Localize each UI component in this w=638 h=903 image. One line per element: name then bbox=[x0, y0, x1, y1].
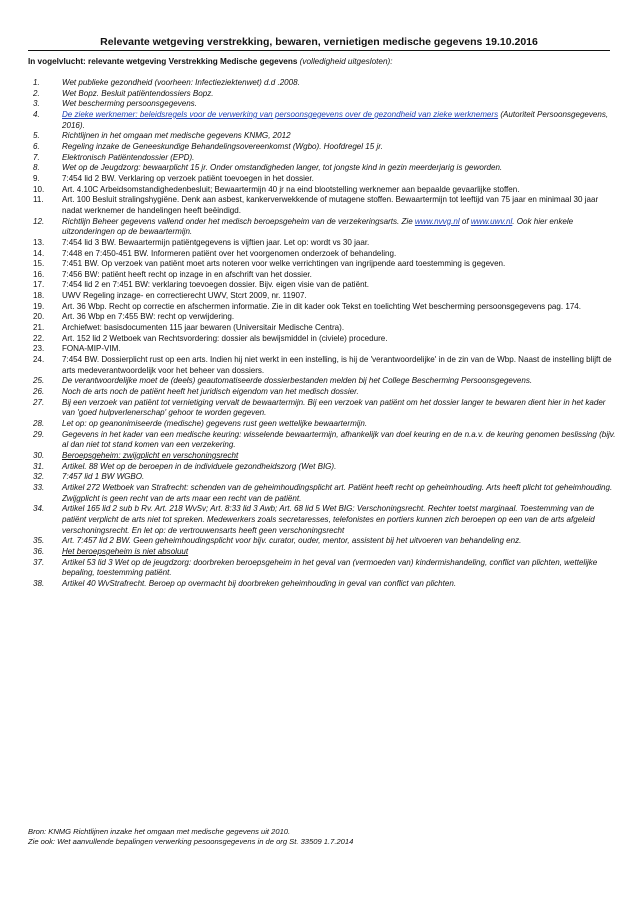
list-item-number: 4. bbox=[33, 109, 40, 119]
list-item bbox=[0, 249, 638, 260]
underlined-heading: Beroepsgeheim: zwijgplicht en verschoningsrecht bbox=[62, 450, 239, 460]
list-item-number: 26. bbox=[33, 387, 45, 397]
list-item bbox=[0, 451, 638, 462]
list-item bbox=[0, 376, 638, 387]
text-segment: Art. 100 Besluit stralingshygiëne. Denk aan asbest, kankerverwekkende of mutagene stoffen. Bewaartermijn tot leeftijd van 75 jaar en minimaal 30 jaar nadat werknemer de handelingen heeft beëindigd. bbox=[62, 195, 599, 215]
list-item bbox=[0, 536, 638, 547]
list-item-number: 38. bbox=[33, 578, 45, 588]
list-item-number: 21. bbox=[33, 323, 45, 333]
list-item-text bbox=[62, 238, 620, 249]
list-item bbox=[0, 78, 638, 89]
list-item-text bbox=[62, 344, 620, 355]
list-item-number: 20. bbox=[33, 312, 45, 322]
intro-bold-text: In vogelvlucht: relevante wetgeving Verstrekking Medische gegevens bbox=[28, 57, 298, 66]
list-item bbox=[0, 302, 638, 313]
list-item bbox=[0, 259, 638, 270]
list-item-text bbox=[62, 387, 620, 398]
list-item-text bbox=[62, 110, 620, 131]
list-item-text bbox=[62, 355, 620, 376]
list-item bbox=[0, 89, 638, 100]
list-item-number: 22. bbox=[33, 333, 45, 343]
list-item-text bbox=[62, 376, 620, 387]
list-item-number: 29. bbox=[33, 429, 45, 439]
list-item bbox=[0, 344, 638, 355]
hyperlink[interactable]: www.nvvg.nl bbox=[414, 216, 460, 226]
list-item bbox=[0, 483, 638, 504]
list-item-text bbox=[62, 291, 620, 302]
footer-sources bbox=[28, 827, 618, 847]
text-segment: Richtlijnen in het omgaan met medische gegevens KNMG, 2012 bbox=[62, 131, 291, 141]
text-segment: Let op: op geanonimiseerde (medische) gegevens rust geen wettelijke bewaartermijn. bbox=[62, 419, 368, 428]
list-item-number: 18. bbox=[33, 291, 45, 301]
text-segment: De verantwoordelijke moet de (deels) geautomatiseerde dossierbestanden melden bij het College Bescherming Persoonsgegevens. bbox=[62, 376, 533, 386]
list-item bbox=[0, 419, 638, 430]
list-item-text bbox=[62, 547, 620, 558]
list-item bbox=[0, 323, 638, 334]
list-item-text bbox=[62, 174, 620, 185]
list-item-text bbox=[62, 270, 620, 281]
text-segment: Wet Bopz. Besluit patiëntendossiers Bopz. bbox=[62, 88, 214, 98]
text-segment: Artikel 165 lid 2 sub b Rv. Art. 218 WvSv; Art. 8:33 lid 3 Awb; Art. 68 lid 5 Wet BIG: Verschoningsrecht. Rechter toetst marginaal. Toestemming van de patiënt verplicht de arts niet tot spreken. Medewerkers zoals secretaresses, telefonistes en portiers kunnen zich beroepen op een van de arts afgeleid verschoningsrecht. En let op: de vertrouwensarts heeft geen verschoningsrecht bbox=[62, 504, 595, 535]
text-segment: Noch de arts noch de patiënt heeft het juridisch eigendom van het medisch dossier. bbox=[62, 387, 359, 397]
text-segment: 7:454 lid 3 BW. Bewaartermijn patiëntgegevens is vijftien jaar. Let op: wordt vs 30 jaar. bbox=[62, 237, 370, 247]
hyperlink[interactable]: www.uwv.nl bbox=[470, 216, 513, 226]
list-item bbox=[0, 355, 638, 376]
text-segment: Richtlijn Beheer gegevens vallend onder het medisch beroepsgeheim van de verzekeringsarts. Zie bbox=[62, 216, 415, 226]
list-item-text bbox=[62, 579, 620, 590]
list-item-number: 5. bbox=[33, 131, 40, 141]
list-item-number: 17. bbox=[33, 280, 45, 290]
list-item bbox=[0, 280, 638, 291]
list-item-number: 3. bbox=[33, 99, 40, 109]
text-segment: 7:454 lid 2 en 7:451 BW: verklaring toevoegen dossier. Bijv. eigen visie van de patiënt. bbox=[62, 280, 370, 290]
list-item bbox=[0, 430, 638, 451]
list-item-text bbox=[62, 451, 620, 462]
list-item-number: 31. bbox=[33, 461, 45, 471]
list-item-number: 25. bbox=[33, 376, 45, 386]
list-item-text bbox=[62, 280, 620, 291]
text-segment: 7:456 BW: patiënt heeft recht op inzage in en afschrift van het dossier. bbox=[62, 269, 312, 279]
list-item-text bbox=[62, 142, 620, 153]
list-item-number: 10. bbox=[33, 184, 45, 194]
list-item-text bbox=[62, 153, 620, 164]
text-segment: Art. 4.10C Arbeidsomstandighedenbesluit; Bewaartermijn 40 jr na eind blootstelling werknemer aan bepaalde gevaarlijke stoffen. bbox=[62, 184, 520, 194]
list-item-text bbox=[62, 249, 620, 260]
text-segment: Art. 36 Wbp en 7:455 BW: recht op verwijdering. bbox=[62, 312, 235, 322]
list-item bbox=[0, 174, 638, 185]
list-item bbox=[0, 142, 638, 153]
list-item-number: 12. bbox=[33, 216, 45, 226]
text-segment: FONA-MIP-VIM. bbox=[62, 344, 121, 354]
text-segment: 7:454 lid 2 BW. Verklaring op verzoek patiënt toevoegen in het dossier. bbox=[62, 173, 314, 183]
text-segment: Wet op de Jeugdzorg: bewaarplicht 15 jr. Onder omstandigheden langer, tot jongste kind in gezin meerderjarig is geworden. bbox=[62, 163, 503, 173]
list-item-number: 24. bbox=[33, 355, 45, 365]
list-item-number: 15. bbox=[33, 259, 45, 269]
text-segment: Wet bescherming persoonsgegevens. bbox=[62, 99, 197, 109]
list-item-text bbox=[62, 217, 620, 238]
list-item-text bbox=[62, 323, 620, 334]
list-item bbox=[0, 217, 638, 238]
list-item-number: 27. bbox=[33, 397, 45, 407]
text-segment: Elektronisch Patiëntendossier (EPD). bbox=[62, 152, 195, 162]
list-item bbox=[0, 291, 638, 302]
list-item-text bbox=[62, 302, 620, 313]
text-segment: Wet publieke gezondheid (voorheen: Infectieziektenwet) d.d .2008. bbox=[62, 78, 300, 87]
list-item-number: 34. bbox=[33, 504, 45, 514]
text-segment: 7:448 en 7:450-451 BW. Informeren patiënt over het voorgenomen onderzoek of behandeling. bbox=[62, 248, 397, 258]
list-item bbox=[0, 195, 638, 216]
list-item-number: 28. bbox=[33, 419, 45, 428]
list-item-number: 19. bbox=[33, 301, 45, 311]
list-item-number: 9. bbox=[33, 173, 40, 183]
text-segment: 7:451 BW. Op verzoek van patiënt moet arts noteren voor welke verrichtingen van ingrijpende aard toestemming is gegeven. bbox=[62, 259, 506, 269]
list-item bbox=[0, 472, 638, 483]
list-item-text bbox=[62, 398, 620, 419]
list-item-number: 37. bbox=[33, 557, 45, 567]
list-item-text bbox=[62, 462, 620, 473]
list-item-number: 6. bbox=[33, 141, 40, 151]
list-item-text bbox=[62, 504, 620, 536]
list-item bbox=[0, 163, 638, 174]
list-item-number: 30. bbox=[33, 450, 45, 460]
intro-line bbox=[28, 56, 618, 67]
list-item-number: 35. bbox=[33, 536, 45, 546]
list-item-number: 16. bbox=[33, 269, 45, 279]
list-item bbox=[0, 334, 638, 345]
text-segment: 7:454 BW. Dossierplicht rust op een arts. Indien hij niet werkt in een instelling, is hij de 'verantwoordelijke' in de zin van de Wbp. Naast de instelling blijft de arts medeverantwoordelijk voor het beheer van dossiers. bbox=[62, 355, 612, 375]
text-segment: Art. 152 lid 2 Wetboek van Rechtsvordering: dossier als bewijsmiddel in (civiele) procedure. bbox=[62, 333, 388, 343]
list-item-number: 36. bbox=[33, 546, 45, 556]
text-segment: Regeling inzake de Geneeskundige Behandelingsovereenkomst (Wgbo). Hoofdregel 15 jr. bbox=[62, 141, 383, 151]
list-item bbox=[0, 462, 638, 473]
list-item-number: 8. bbox=[33, 163, 40, 173]
list-item-number: 13. bbox=[33, 237, 45, 247]
text-segment: Artikel 272 Wetboek van Strafrecht: schenden van de geheimhoudingsplicht art. Patiënt heeft recht op geheimhouding. Arts heeft plicht tot geheimhouding. Zwijgplicht is geen recht van de arts maar een recht van de patiënt. bbox=[62, 482, 613, 503]
text-segment: (Autoriteit Persoonsgegevens, 2016). bbox=[62, 109, 609, 130]
list-item bbox=[0, 579, 638, 590]
text-segment: 7:457 lid 1 BW WGBO. bbox=[62, 472, 145, 482]
title-divider bbox=[28, 50, 610, 51]
list-item-number: 23. bbox=[33, 344, 45, 354]
list-item-text bbox=[62, 78, 620, 89]
text-segment: Bij een verzoek van patiënt tot vernietiging vervalt de bewaartermijn. Bij een verzoek van patiënt om het dossier langer te bewaren dient hier in het kader van 'goed hulpverlenerschap' gehoor te worden gegeven. bbox=[62, 397, 606, 418]
footer-source-line: Bron: KNMG Richtlijnen inzake het omgaan met medische gegevens uit 2010. bbox=[28, 827, 291, 836]
list-item bbox=[0, 238, 638, 249]
list-item-number: 33. bbox=[33, 482, 45, 492]
list-item bbox=[0, 153, 638, 164]
list-item-text bbox=[62, 195, 620, 216]
list-item-text bbox=[62, 536, 620, 547]
list-item-text bbox=[62, 558, 620, 579]
list-item bbox=[0, 312, 638, 323]
list-item-text bbox=[62, 334, 620, 345]
text-segment: . Ook hier enkele uitzonderingen op de bewaartermijn. bbox=[62, 216, 574, 237]
list-item bbox=[0, 185, 638, 196]
list-item bbox=[0, 504, 638, 536]
list-item-text bbox=[62, 163, 620, 174]
list-item-number: 1. bbox=[33, 78, 40, 87]
hyperlink[interactable]: De zieke werknemer: beleidsregels voor de verwerking van persoonsgegevens over de gezondheid van zieke werknemers bbox=[62, 109, 499, 119]
document-title: Relevante wetgeving verstrekking, bewaren, vernietigen medische gegevens 19.10.2016 bbox=[100, 36, 538, 48]
text-segment: Art. 7:457 lid 2 BW. Geen geheimhoudingsplicht voor bijv. curator, ouder, mentor, assistent bij het uitvoeren van behandeling enz. bbox=[62, 536, 522, 546]
list-item-text bbox=[62, 259, 620, 270]
list-item-number: 7. bbox=[33, 152, 40, 162]
list-item-text bbox=[62, 419, 620, 430]
list-item-number: 11. bbox=[33, 195, 44, 205]
footer-see-also-line: Zie ook: Wet aanvullende bepalingen verwerking pesoonsgegevens in de org St. 33509 1.7.2014 bbox=[28, 837, 354, 846]
list-item-number: 2. bbox=[33, 88, 40, 98]
list-item-text bbox=[62, 99, 620, 110]
text-segment: Artikel 40 WvStrafrecht. Beroep op overmacht bij doorbreken geheimhouding in geval van conflict van plichten. bbox=[62, 578, 457, 588]
list-item-text bbox=[62, 483, 620, 504]
list-item-number: 32. bbox=[33, 472, 45, 482]
list-item bbox=[0, 387, 638, 398]
list-item-text bbox=[62, 472, 620, 483]
text-segment: Archiefwet: basisdocumenten 115 jaar bewaren (Universitair Medische Centra). bbox=[62, 323, 345, 333]
list-item bbox=[0, 110, 638, 131]
list-item bbox=[0, 270, 638, 281]
list-item-text bbox=[62, 185, 620, 196]
legislation-list bbox=[0, 78, 638, 590]
list-item bbox=[0, 99, 638, 110]
list-item-text bbox=[62, 89, 620, 100]
text-segment: of bbox=[459, 216, 471, 226]
list-item-text bbox=[62, 131, 620, 142]
text-segment: Artikel 53 lid 3 Wet op de jeugdzorg: doorbreken beroepsgeheim in het geval van (vermoeden van) kindermishandeling, conflict van plichten, wettelijke bepaling, toestemming patiënt. bbox=[62, 557, 598, 578]
text-segment: Artikel. 88 Wet op de beroepen in de individuele gezondheidszorg (Wet BIG). bbox=[62, 461, 337, 471]
list-item bbox=[0, 558, 638, 579]
text-segment: UWV Regeling inzage- en correctierecht UWV, Stcrt 2009, nr. 11907. bbox=[62, 291, 307, 301]
list-item bbox=[0, 547, 638, 558]
text-segment: Art. 36 Wbp. Recht op correctie en afschermen informatie. Zie in dit kader ook Tekst en toelichting Wet bescherming persoonsgegevens pag. 174. bbox=[62, 301, 582, 311]
list-item bbox=[0, 398, 638, 419]
list-item-number: 14. bbox=[33, 248, 45, 258]
underlined-heading: Het beroepsgeheim is niet absoluut bbox=[62, 546, 189, 556]
text-segment: Gegevens in het kader van een medische keuring: wisselende bewaartermijn, afhankelijk van doel keuring en de n.a.v. de keuring genomen beslissing (bijv. al dan niet tot stand komen van een verzekering. bbox=[62, 429, 616, 450]
list-item bbox=[0, 131, 638, 142]
list-item-text bbox=[62, 430, 620, 451]
intro-parenthetical: (volledigheid uitgesloten): bbox=[299, 57, 393, 66]
list-item-text bbox=[62, 312, 620, 323]
